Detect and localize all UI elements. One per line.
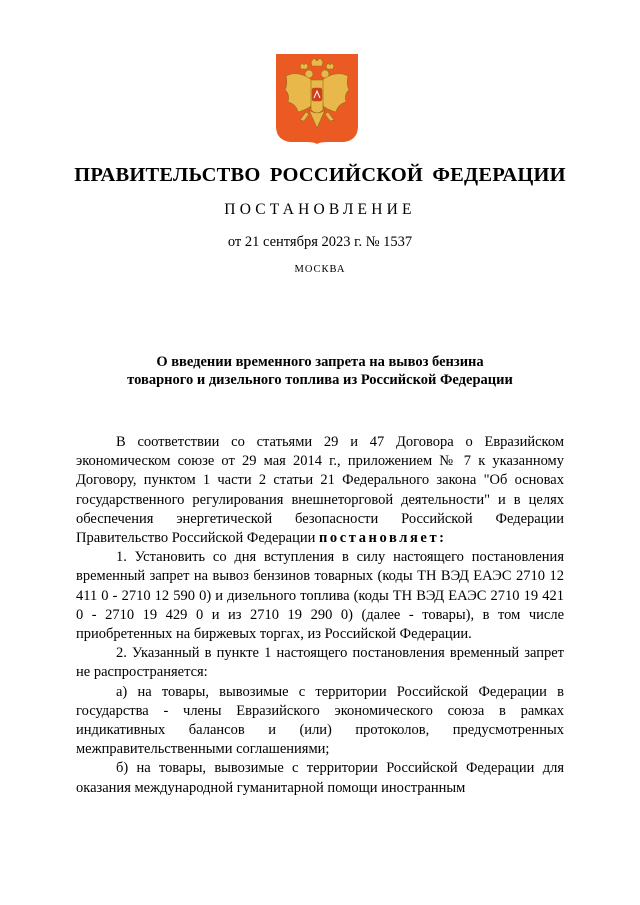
title-line-2: товарного и дизельного топлива из Российской Федерации [127,372,513,388]
document-type: ПОСТАНОВЛЕНИЕ [224,201,416,218]
document-city: МОСКВА [294,264,346,275]
paragraph-2b: б) на товары, вывозимые с территории Российской Федерации для оказания международной гуманитарной помощи иностранным [76,760,564,796]
document-title [80,353,560,389]
document-body [76,433,564,798]
document-date-number: от 21 сентября 2023 г. № 1537 [227,234,413,250]
decrees-word: постановляет: [318,530,447,547]
preamble-text: В соответствии со статьями 29 и 47 Договора о Евразийском экономическом союзе от 29 мая 2014 г., приложением № 7 к указанному Договору, пунктом 1 части 2 статьи 21 Федерального закона "Об основах государственного регулирования внешнеторговой деятельности" и в целях обеспечения энергетической безопасности Российской Федерации Правительство Российской Федерации [76,434,564,547]
title-line-1: О введении временного запрета на вывоз бензина [156,354,484,370]
paragraph-2a: а) на товары, вывозимые с территории Российской Федерации в государства - члены Евразийского экономического союза в рамках индикативных балансов и (или) протоколов, предусмотренных межправительственными соглашениями; [76,683,564,758]
paragraph-1: 1. Установить со дня вступления в силу настоящего постановления временный запрет на вывоз бензинов товарных (коды ТН ВЭД ЕАЭС 2710 12 411 0 - 2710 12 590 0) и дизельного топлива (коды ТН ВЭД ЕАЭС 2710 19 421 0 - 2710 19 429 0 и из 2710 19 290 0) (далее - товары), в том числе приобретенных на биржевых торгах, из Российской Федерации. [76,549,564,643]
paragraph-2: 2. Указанный в пункте 1 настоящего постановления временный запрет не распространяется: [76,645,564,681]
russian-coat-of-arms-icon [276,54,358,144]
government-name: ПРАВИТЕЛЬСТВО РОССИЙСКОЙ ФЕДЕРАЦИИ [74,164,566,186]
preamble-paragraph [76,433,564,548]
